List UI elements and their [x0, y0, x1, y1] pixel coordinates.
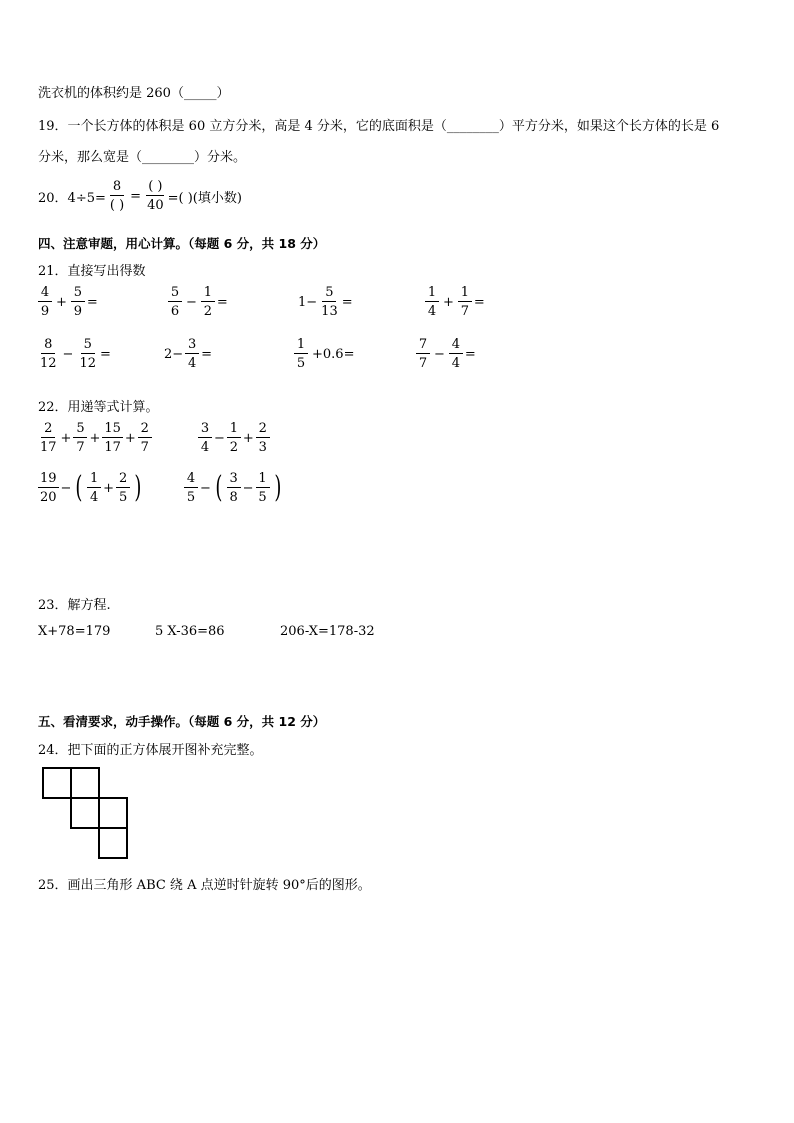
q21-item-5: $\frac{8}{12}$ − $\frac{5}{12}$ =: [40, 337, 111, 371]
net-square-4: [99, 798, 127, 828]
net-square-3: [71, 798, 99, 828]
q22-expression-1: $\frac{2}{17}$ + $\frac{5}{7}$ + $\frac{15}{17}$ + $\frac{2}{7}$: [38, 422, 152, 454]
q20-question: [38, 180, 242, 212]
q20-eq: =: [130, 188, 142, 204]
q21-item-1: $\frac{4}{9}$ + $\frac{5}{9}$ =: [38, 286, 98, 318]
q22-expression-3: $\frac{19}{20}$ − ( $\frac{1}{4}$ + $\frac{2}{5}$ ): [40, 470, 142, 505]
q21-item-7: $\frac{1}{5}$ +0.6=: [294, 338, 356, 370]
q23-equation-3: 206-X=178-32: [280, 624, 375, 639]
q20-f2-num: ( ): [148, 179, 163, 194]
q21-item-3: 1− $\frac{5}{13}$ =: [298, 285, 353, 319]
net-square-5: [99, 828, 127, 858]
section4-title: 四、注意审题，用心计算。（每题 6 分，共 18 分）: [38, 236, 326, 251]
q21-item-4: $\frac{1}{4}$ + $\frac{1}{7}$ =: [425, 286, 485, 318]
q23-title: 23．解方程.: [38, 598, 111, 613]
q21-item-8: $\frac{7}{7}$ − $\frac{4}{4}$ =: [416, 338, 476, 370]
q20-f1-den: ( ): [109, 198, 125, 213]
q19-line1: 19．一个长方体的体积是 60 立方分米，高是 4 分米，它的底面积是（________）平方分米，如果这个长方体的长是 6: [38, 119, 720, 134]
q20-suffix: =( )(填小数): [167, 190, 242, 206]
net-square-2: [71, 768, 99, 798]
q18-tail-line: 洗衣机的体积约是 260（_____）: [38, 86, 230, 101]
q20-fraction-2: [145, 180, 166, 212]
q21-item-2: $\frac{5}{6}$ − $\frac{1}{2}$ =: [168, 286, 228, 318]
q20-fraction-1: [108, 180, 126, 212]
q22-expression-4: $\frac{4}{5}$ − ( $\frac{3}{8}$ − $\frac{1}{5}$ ): [184, 472, 283, 504]
q22-title: 22．用递等式计算。: [38, 400, 159, 415]
q23-equation-2: 5 X-36=86: [155, 624, 225, 639]
q24-title: 24．把下面的正方体展开图补充完整。: [38, 743, 263, 758]
q20-f1-num: 8: [110, 180, 124, 196]
q21-title: 21．直接写出得数: [38, 264, 146, 279]
q22-expression-2: $\frac{3}{4}$ − $\frac{1}{2}$ + $\frac{2}{3}$: [198, 422, 270, 454]
q23-equation-1: X+78=179: [38, 624, 111, 639]
q19-line2: 分米，那么宽是（________）分米。: [38, 150, 247, 165]
net-square-1: [43, 768, 71, 798]
q21-item-6: 2− $\frac{3}{4}$ =: [164, 337, 213, 371]
q20-prefix: 20．4÷5=: [38, 190, 106, 206]
q25-title: 25．画出三角形 ABC 绕 A 点逆时针旋转 90°后的图形。: [38, 878, 371, 893]
q20-f2-den: 40: [147, 198, 164, 213]
section5-title: 五、看清要求，动手操作。（每题 6 分，共 12 分）: [38, 714, 326, 729]
cube-net-figure: [40, 765, 132, 863]
